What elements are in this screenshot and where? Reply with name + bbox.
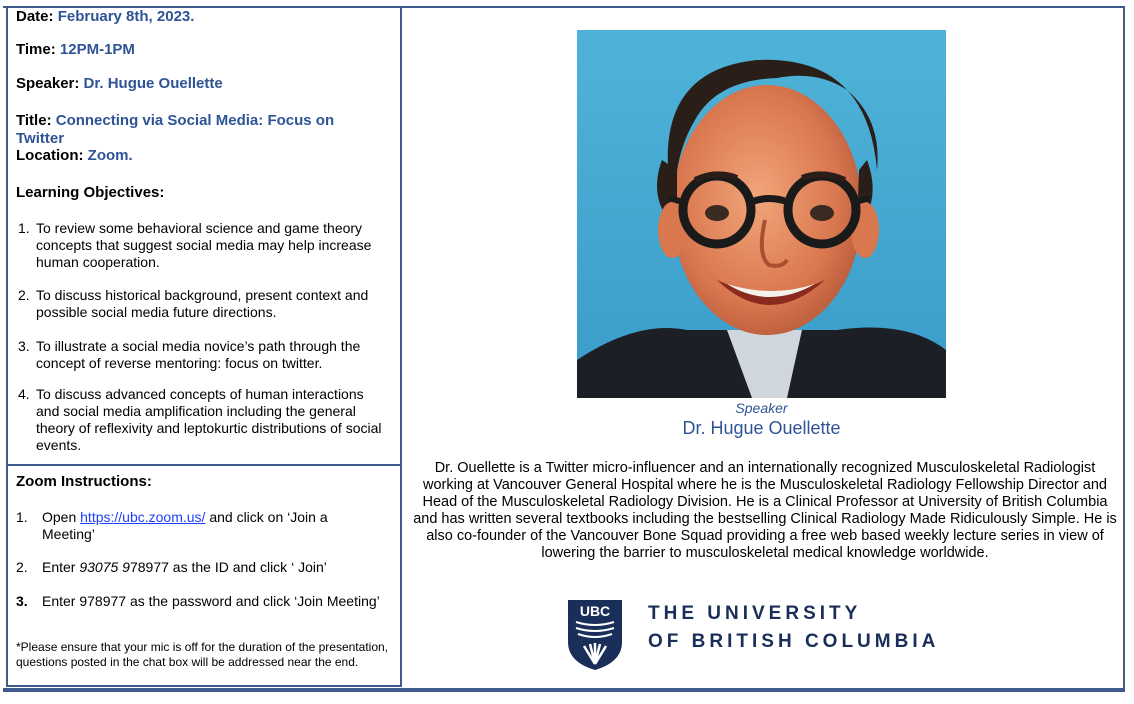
step1-pre: Open [42, 509, 81, 525]
university-line-2: OF BRITISH COLUMBIA [648, 631, 940, 652]
step-text: Enter 978977 as the password and click ‘Join Meeting’ [42, 593, 380, 609]
ubc-logo-text: UBC [579, 603, 611, 619]
speaker-name: Dr. Hugue Ouellette [682, 418, 841, 438]
time-field [16, 41, 135, 59]
objective-number: 2. [18, 287, 30, 303]
step-text [42, 559, 382, 576]
speaker-field [16, 75, 223, 93]
section-divider [6, 464, 402, 466]
step-text [42, 509, 382, 543]
date-label: Date: [16, 8, 54, 25]
university-line-1: THE UNIVERSITY [648, 603, 862, 624]
step2-post: as the ID and click ‘ Join’ [168, 559, 327, 575]
speaker-bio: Dr. Ouellette is a Twitter micro-influencer and an internationally recognized Musculoskeletal Radiologist working at Vancouver General Hospital where he is the Musculoskeletal Radiology Fellowship Director and Head of the Musculoskeletal Radiology Division. He is a Clinical Professor at University of British Columbia and has written several textbooks including the bestselling Clinical Radiology Made Ridiculously Simple. He is also co-founder of the Vancouver Bone Squad providing a free web based weekly lecture series in view of lowering the barrier to musculoskeletal medical knowledge worldwide. [413, 460, 1117, 561]
objective-number: 1. [18, 220, 30, 236]
step-number: 3. [16, 593, 28, 609]
meeting-id-italic: 93075 9 [79, 559, 130, 575]
location-value: Zoom. [87, 147, 133, 164]
step-number: 2. [16, 559, 28, 575]
zoom-link[interactable]: https://ubc.zoom.us/ [80, 509, 206, 525]
title-value: Connecting via Social Media: Focus on Twitter [16, 112, 335, 147]
university-name [648, 600, 939, 656]
mic-note: *Please ensure that your mic is off for the duration of the presentation, questions posted in the chat box will be addressed near the end. [16, 640, 388, 669]
objective-text: To discuss advanced concepts of human interactions and social media amplification including the general theory of reflexivity and leptokurtic distributions of social events. [36, 386, 382, 453]
location-field [16, 147, 133, 165]
objective-item [18, 287, 386, 321]
step2-pre: Enter [42, 559, 80, 575]
bottom-rule [3, 688, 1125, 692]
speaker-portrait [577, 30, 946, 398]
speaker-role: Speaker [735, 400, 788, 416]
objectives-heading: Learning Objectives: [16, 184, 165, 201]
speaker-label: Speaker: [16, 75, 80, 92]
objective-item [18, 386, 386, 454]
ubc-crest-icon [566, 598, 624, 672]
date-field [16, 8, 194, 26]
speaker-value: Dr. Hugue Ouellette [83, 75, 223, 92]
step-number: 1. [16, 509, 28, 525]
title-label: Title: [16, 112, 52, 129]
title-field [16, 112, 386, 148]
meeting-id-rest: 78977 [129, 559, 169, 575]
objective-text: To review some behavioral science and game theory concepts that suggest social media may help increase human cooperation. [36, 220, 372, 270]
time-value: 12PM-1PM [59, 41, 135, 58]
date-value: February 8th, 2023. [57, 8, 195, 25]
objective-text: To discuss historical background, present context and possible social media future directions. [36, 287, 369, 320]
objective-number: 4. [18, 386, 30, 402]
objective-item [18, 220, 386, 271]
step1-post: and click on ‘Join a Meeting’ [42, 509, 328, 542]
location-label: Location: [16, 147, 84, 164]
objective-number: 3. [18, 338, 30, 354]
objective-item [18, 338, 386, 372]
objective-text: To illustrate a social media novice’s path through the concept of reverse mentoring: focus on twitter. [36, 338, 361, 371]
time-label: Time: [16, 41, 56, 58]
zoom-heading: Zoom Instructions: [16, 473, 152, 490]
